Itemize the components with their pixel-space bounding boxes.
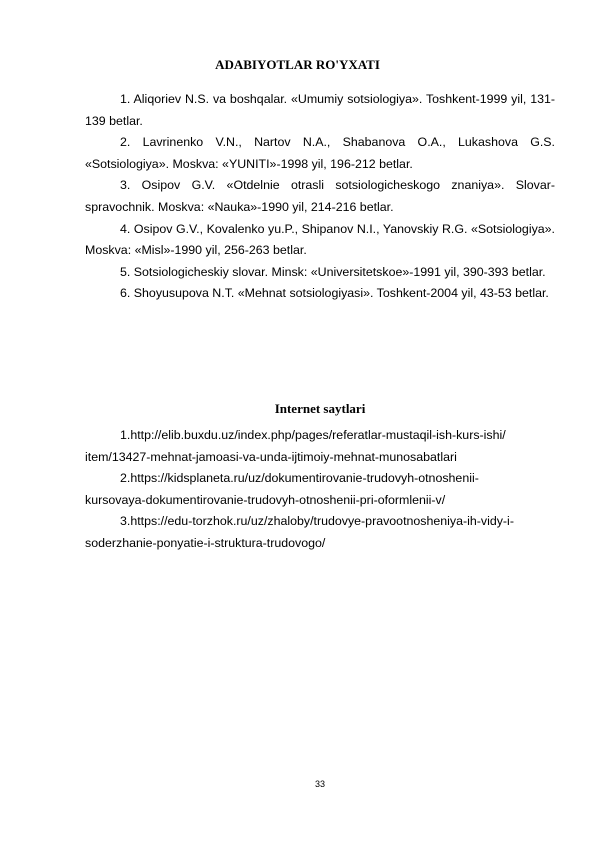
link-text-line[interactable]: item/13427-mehnat-jamoasi-va-unda-ijtimoiy-mehnat-munosabatlari	[85, 449, 457, 464]
internet-link-item[interactable]	[85, 511, 555, 554]
link-text-line[interactable]: 1.http://elib.buxdu.uz/index.php/pages/referatlar-mustaqil-ish-kurs-ishi/	[120, 428, 506, 442]
page-title: ADABIYOTLAR RO'YXATI	[215, 57, 380, 72]
reference-item: 5. Sotsiologicheskiy slovar. Minsk: «Universitetskoe»-1991 yil, 390-393 betlar.	[120, 264, 546, 279]
link-text-line[interactable]: soderzhanie-ponyatie-i-struktura-trudovogo/	[85, 535, 326, 550]
link-text-line[interactable]: 3.https://edu-torzhok.ru/uz/zhaloby/trudovye-pravootnosheniya-ih-vidy-i-	[120, 514, 514, 529]
reference-item: 2. Lavrinenko V.N., Nartov N.A., Shabanova O.A., Lukashova G.S. «Sotsiologiya». Moskva: «YUNITI»-1998 yil, 196-212 betlar.	[85, 135, 555, 171]
internet-link-item[interactable]	[85, 468, 555, 511]
reference-item: 6. Shoyusupova N.T. «Mehnat sotsiologiyasi». Toshkent-2004 yil, 43-53 betlar.	[120, 286, 549, 301]
link-text-line[interactable]: kursovaya-dokumentirovanie-trudovyh-otnoshenii-pri-oformlenii-v/	[85, 492, 446, 507]
internet-sources-heading: Internet saytlari	[274, 401, 366, 416]
reference-item: 3. Osipov G.V. «Otdelnie otrasli sotsiologicheskogo znaniya». Slovar-spravochnik. Moskva: «Nauka»-1990 yil, 214-216 betlar.	[85, 178, 555, 214]
page-number: 33	[314, 779, 325, 789]
reference-item: 4. Osipov G.V., Kovalenko yu.P., Shipanov N.I., Yanovskiy R.G. «Sotsiologiya». Moskva: «Misl»-1990 yil, 256-263 betlar.	[85, 221, 555, 258]
link-text-line[interactable]: 2.https://kidsplaneta.ru/uz/dokumentirovanie-trudovyh-otnoshenii-	[120, 471, 479, 486]
reference-list	[85, 89, 555, 305]
reference-item: 1. Aliqoriev N.S. va boshqalar. «Umumiy sotsiologiya». Toshkent-1999 yil, 131-139 betlar.	[85, 92, 555, 128]
internet-link-list	[85, 425, 555, 555]
internet-link-item[interactable]	[85, 425, 555, 468]
